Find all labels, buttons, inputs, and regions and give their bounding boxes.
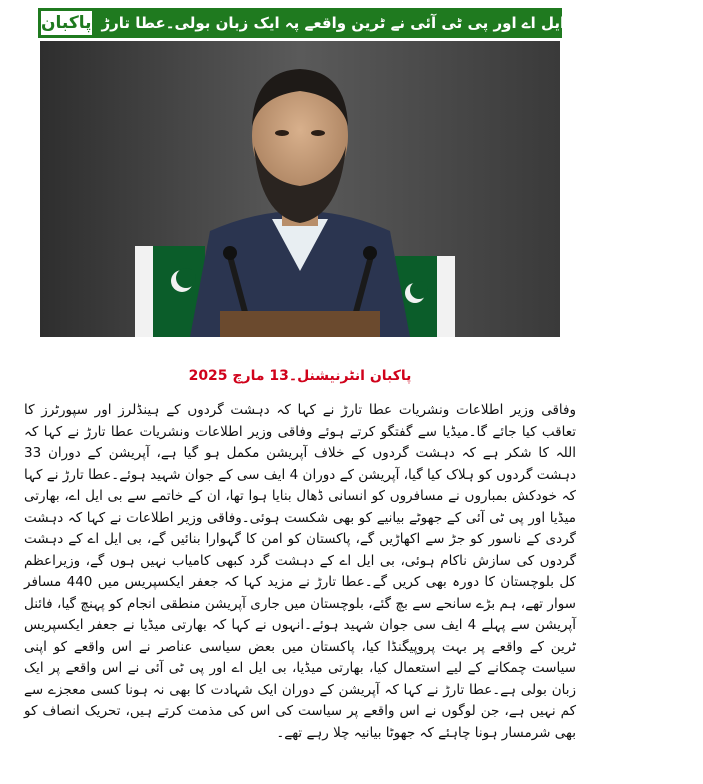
brand-logo: پاکبان: [41, 13, 92, 33]
brand-logo-box: [41, 11, 92, 35]
headline-banner: [38, 8, 694, 38]
article-body: [24, 400, 576, 776]
article-photo: [40, 41, 560, 337]
headline-text: بھارتی میڈیا، بی ایل اے اور پی ٹی آئی نے ٹرین واقعے پہ ایک زبان بولی۔عطا تارڑ: [101, 14, 694, 32]
dateline: پاکبان انٹرنیشنل۔13 مارچ 2025: [188, 368, 412, 384]
podium: [220, 311, 380, 337]
article-paragraph: وفاقی وزیر اطلاعات ونشریات عطا تارڑ نے کہا کہ دہشت گردوں کے ہینڈلرز اور سپورٹرز کا تعاقب کیا جائے گا۔میڈیا سے گفتگو کرتے ہوئے وفاقی وزیر اطلاعات ونشریات عطا تارڑ نے کہا کہ اللہ کا شکر ہے کہ دہشت گردوں کے خلاف آپریشن مکمل ہو گیا ہے، آپریشن کے دوران 33 دہشت گردوں کو ہلاک کیا گیا، آپریشن کے دوران 4 ایف سی کے جوان شہید ہوئے۔عطا تارڑ نے کہا کہ خودکش بمباروں نے مسافروں کو انسانی ڈھال بنایا ہوا تھا، ان کے خاتمے سے بی ایل اے، بھارتی میڈیا اور پی ٹی آئی کے جھوٹے بیانیے کو بھی شکست ہوئی۔وفاقی وزیر اطلاعات نے کہا کہ دہشت گردی کے ناسور کو جڑ سے اکھاڑیں گے، پاکستان کو امن کا گہوارا بنائیں گے، بی ایل اے کے دہشت گردوں کی سازش ناکام ہوئی، بی ایل اے کے دہشت گرد کبھی کامیاب نہیں ہوں گے، وزیراعظم کل بلوچستان کا دورہ بھی کریں گے۔عطا تارڑ نے مزید کہا کہ جعفر ایکسپریس میں 440 مسافر سوار تھے، ہم بڑے سانحے سے بچ گئے، بلوچستان میں جاری آپریشن منطقی انجام کو پہنچ گیا، فائنل آپریشن سے پہلے 4 ایف سی جوان شہید ہوئے۔انہوں نے کہا کہ بھارتی میڈیا نے جعفر ایکسپریس ٹرین کے واقعے پر بہت پروپیگنڈا کیا، پاکستان میں بعض سیاسی عناصر نے اس واقعے کو اپنی سیاست چمکانے کے لیے استعمال کیا، بھارتی میڈیا، بی ایل اے اور پی ٹی آئی نے اس واقعے پر ایک زبان بولی ہے۔عطا تارڑ نے کہا کہ آپریشن کے دوران ایک شہادت کا بھی نہ ہونا کسی معجزے سے کم نہیں ہے، جن لوگوں نے اس واقعے پر سیاست کی اس کی مذمت کرتے ہیں، تحریک انصاف کو بھی شرمسار ہونا چاہئے کہ جھوٹا بیانیہ چلا رہے تھے۔: [24, 402, 576, 741]
speaker-photo-illustration: [40, 41, 560, 337]
